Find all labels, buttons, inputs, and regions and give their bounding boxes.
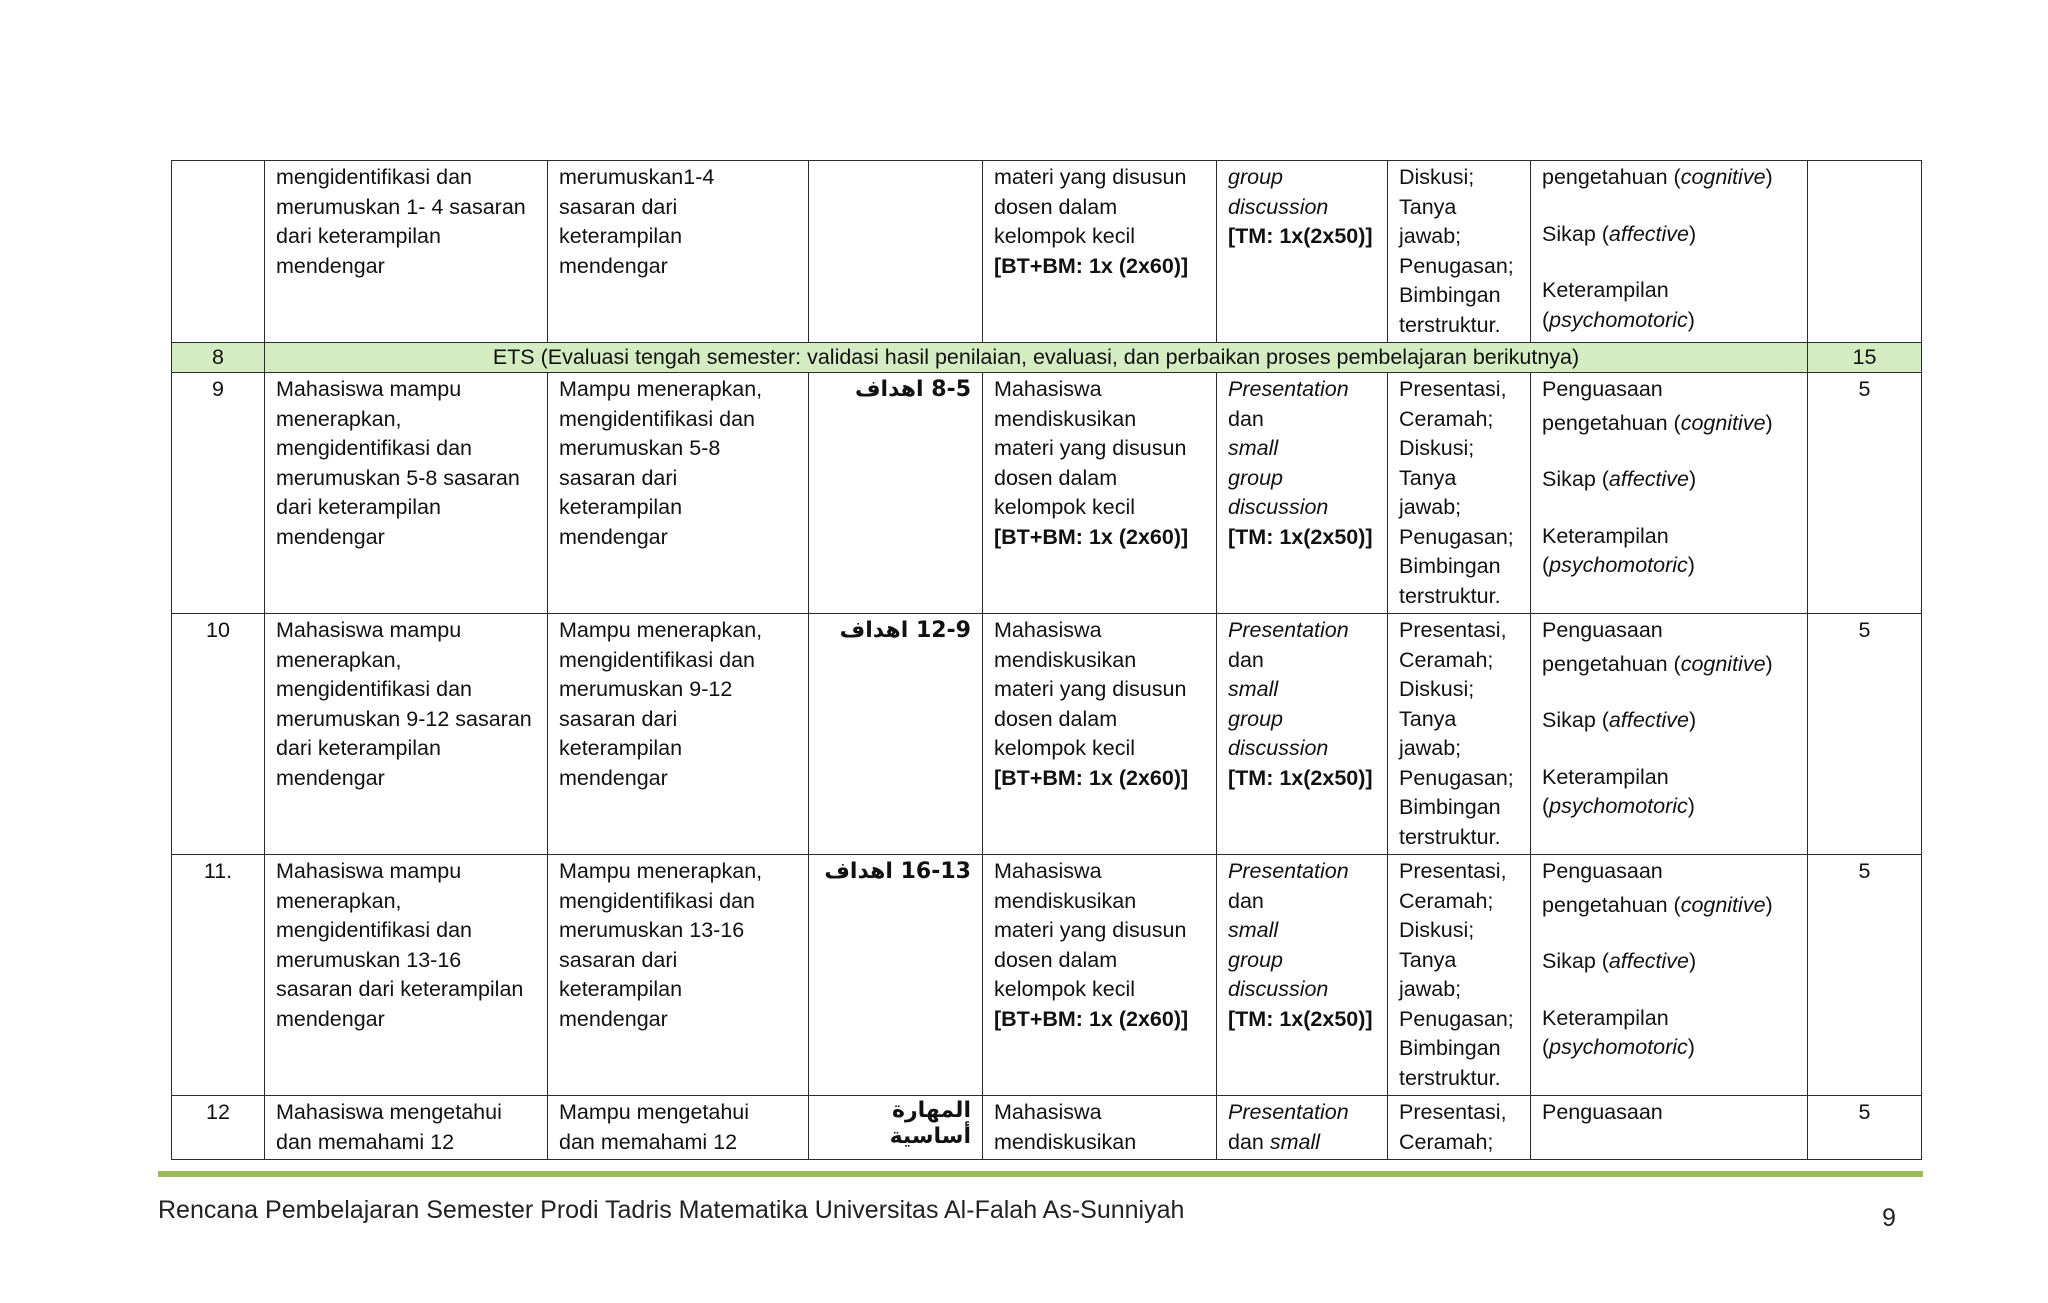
cell-line: group: [1228, 947, 1283, 972]
cell-line: Presentasi,: [1399, 859, 1507, 883]
cell-line: mendengar: [559, 1006, 668, 1031]
cell-line: merumuskan 1- 4 sasaran: [276, 194, 526, 219]
cell-line: mendiskusikan: [994, 888, 1137, 913]
kemampuan-cell: [265, 614, 548, 855]
cell-line: Diskusi;: [1399, 918, 1475, 942]
aktivitas-cell: [1388, 855, 1531, 1096]
cell-line: Bimbingan: [1399, 554, 1501, 578]
cell-line: mengidentifikasi dan: [276, 436, 473, 460]
bobot-cell: 15: [1808, 343, 1922, 373]
cell-line: terstruktur.: [1399, 583, 1501, 608]
cell-line: mendengar: [276, 253, 385, 278]
cell-line: merumuskan 9-12: [559, 677, 733, 701]
cell-line: dan small: [1228, 647, 1279, 701]
cell-line: mengidentifikasi dan: [559, 888, 756, 913]
cell-line: dosen dalam: [994, 706, 1118, 731]
footer-divider: [158, 1171, 1923, 1177]
cell-line: mengidentifikasi dan: [559, 406, 756, 431]
cell-line: terstruktur.: [1399, 1065, 1501, 1090]
cell-line: Tanya: [1399, 194, 1457, 219]
metode-cell: Presentation dan small: [1217, 1096, 1388, 1160]
cell-line: jawab;: [1399, 977, 1462, 1001]
cell-line: [TM: 1x(2x50)]: [1228, 524, 1373, 549]
penilaian-cell: Penguasaan pengetahuan (cognitive) Sikap (affective) Keterampilan (psychomotoric): [1531, 614, 1808, 855]
penilaian-cell: Penguasaan: [1531, 1096, 1808, 1160]
cell-line: merumuskan 13-16: [276, 947, 462, 972]
cell-line: Ceramah;: [1399, 406, 1494, 431]
cell-line: materi yang disusun: [994, 677, 1187, 701]
bobot-cell: 5: [1808, 614, 1922, 855]
cell-line: kelompok kecil: [994, 495, 1135, 519]
cell-line: kelompok kecil: [994, 224, 1135, 248]
cell-line: discussion: [1228, 495, 1329, 519]
cell-line: Tanya: [1399, 947, 1457, 972]
cell-line: Diskusi;: [1399, 165, 1475, 189]
cell-line: group: [1228, 165, 1283, 189]
penilaian-cell: Penguasaan pengetahuan (cognitive) Sikap (affective) Keterampilan (psychomotoric): [1531, 855, 1808, 1096]
cell-line: dari keterampilan: [276, 224, 441, 248]
cell-line: merumuskan 9-12 sasaran: [276, 706, 532, 731]
cell-line: menerapkan,: [276, 406, 402, 431]
cell-line: mendengar: [559, 524, 668, 549]
cell-line: Mahasiswa: [994, 377, 1102, 401]
bahan-cell: [809, 161, 983, 343]
bobot-cell: 5: [1808, 1096, 1922, 1160]
cell-line: dan small: [1228, 888, 1279, 942]
cell-line: merumuskan 5-8: [559, 436, 721, 460]
aktivitas-cell: [1388, 161, 1531, 343]
cell-line: dan memahami 12: [559, 1129, 738, 1154]
cell-line: dosen dalam: [994, 194, 1118, 219]
cell-line: discussion: [1228, 736, 1329, 760]
cell-line: sasaran dari keterampilan: [276, 977, 524, 1001]
cell-line: Presentasi,: [1399, 1100, 1507, 1124]
metode-cell: [1217, 373, 1388, 614]
cell-line: Presentation: [1228, 618, 1349, 642]
cell-line: [BT+BM: 1x (2x60)]: [994, 524, 1189, 549]
cell-line: Mampu menerapkan,: [559, 377, 763, 401]
cell-line: mendengar: [559, 765, 668, 790]
cell-line: dan small: [1228, 406, 1279, 460]
cell-line: Diskusi;: [1399, 436, 1475, 460]
cell-line: [BT+BM: 1x (2x60)]: [994, 1006, 1189, 1031]
pembelajaran-cell: [983, 373, 1217, 614]
table-row: [172, 161, 1922, 343]
table-row: [172, 373, 1922, 614]
kemampuan-cell: [265, 1096, 548, 1160]
rps-table: [171, 160, 1922, 1160]
bobot-cell: [1808, 161, 1922, 343]
cell-line: sasaran dari: [559, 194, 678, 219]
cell-line: sasaran dari: [559, 947, 678, 972]
cell-line: merumuskan1-4: [559, 165, 715, 189]
cell-line: kelompok kecil: [994, 977, 1135, 1001]
cell-line: kelompok kecil: [994, 736, 1135, 760]
aktivitas-cell: [1388, 614, 1531, 855]
cell-line: terstruktur.: [1399, 312, 1501, 337]
cell-line: Penugasan;: [1399, 765, 1514, 790]
cell-line: Mampu mengetahui: [559, 1100, 750, 1124]
cell-line: Mahasiswa mengetahui: [276, 1100, 502, 1124]
cell-line: mengidentifikasi dan: [559, 647, 756, 672]
cell-line: Mampu menerapkan,: [559, 859, 763, 883]
pembelajaran-cell: [983, 1096, 1217, 1160]
metode-cell: [1217, 855, 1388, 1096]
week-cell: [172, 161, 265, 343]
cell-line: dari keterampilan: [276, 736, 441, 760]
cell-line: Presentasi,: [1399, 618, 1507, 642]
indikator-cell: [548, 373, 809, 614]
ets-description: ETS (Evaluasi tengah semester: validasi hasil penilaian, evaluasi, dan perbaikan proses pembelajaran berikutnya): [265, 343, 1808, 373]
cell-line: keterampilan: [559, 495, 683, 519]
cell-line: terstruktur.: [1399, 824, 1501, 849]
cell-line: dan memahami 12: [276, 1129, 455, 1154]
cell-line: mendiskusikan: [994, 1129, 1137, 1154]
cell-line: group: [1228, 706, 1283, 731]
cell-line: mendengar: [559, 253, 668, 278]
cell-line: mendengar: [276, 1006, 385, 1031]
metode-cell: [1217, 161, 1388, 343]
bobot-cell: 5: [1808, 855, 1922, 1096]
cell-line: Diskusi;: [1399, 677, 1475, 701]
cell-line: menerapkan,: [276, 888, 402, 913]
cell-line: Mahasiswa mampu: [276, 859, 462, 883]
cell-line: discussion: [1228, 977, 1329, 1001]
footer-title: Rencana Pembelajaran Semester Prodi Tadris Matematika Universitas Al-Falah As-Sunniyah: [158, 1196, 1185, 1224]
cell-line: merumuskan 13-16: [559, 918, 745, 942]
pembelajaran-cell: [983, 161, 1217, 343]
cell-line: materi yang disusun: [994, 436, 1187, 460]
week-cell: 8: [172, 343, 265, 373]
indikator-cell: [548, 855, 809, 1096]
cell-line: jawab;: [1399, 224, 1462, 248]
indikator-cell: [548, 614, 809, 855]
cell-line: المهارة: [892, 1098, 971, 1123]
week-cell: 12: [172, 1096, 265, 1160]
kemampuan-cell: [265, 161, 548, 343]
cell-line: mendiskusikan: [994, 406, 1137, 431]
cell-line: merumuskan 5-8 sasaran: [276, 465, 520, 490]
ets-row: [172, 343, 1922, 373]
cell-line: Mahasiswa: [994, 618, 1102, 642]
penilaian-cell: Penguasaan pengetahuan (cognitive) Sikap (affective) Keterampilan (psychomotoric): [1531, 373, 1808, 614]
cell-line: keterampilan: [559, 224, 683, 248]
week-cell: 11.: [172, 855, 265, 1096]
kemampuan-cell: [265, 855, 548, 1096]
cell-line: [TM: 1x(2x50)]: [1228, 1006, 1373, 1031]
week-cell: 10: [172, 614, 265, 855]
cell-line: أساسية: [889, 1124, 971, 1149]
cell-line: Ceramah;: [1399, 1129, 1494, 1154]
cell-line: Tanya: [1399, 465, 1457, 490]
page-number: 9: [1882, 1204, 1896, 1232]
cell-line: dosen dalam: [994, 465, 1118, 490]
cell-line: Presentation: [1228, 377, 1349, 401]
cell-line: materi yang disusun: [994, 165, 1187, 189]
cell-line: Bimbingan: [1399, 283, 1501, 307]
cell-line: mendengar: [276, 765, 385, 790]
cell-line: group: [1228, 465, 1283, 490]
cell-line: Penugasan;: [1399, 524, 1514, 549]
cell-line: Mahasiswa mampu: [276, 618, 462, 642]
table-row: [172, 1096, 1922, 1160]
indikator-cell: [548, 1096, 809, 1160]
bahan-cell: [809, 1096, 983, 1160]
cell-line: Mahasiswa: [994, 1100, 1102, 1124]
cell-line: Tanya: [1399, 706, 1457, 731]
cell-line: Mampu menerapkan,: [559, 618, 763, 642]
cell-line: mengidentifikasi dan: [276, 918, 473, 942]
cell-line: materi yang disusun: [994, 918, 1187, 942]
penilaian-cell: pengetahuan (cognitive) Sikap (affective) Keterampilan (psychomotoric): [1531, 161, 1808, 343]
cell-line: [BT+BM: 1x (2x60)]: [994, 765, 1189, 790]
cell-line: mendiskusikan: [994, 647, 1137, 672]
cell-line: [BT+BM: 1x (2x60)]: [994, 253, 1189, 278]
week-cell: 9: [172, 373, 265, 614]
metode-cell: [1217, 614, 1388, 855]
cell-line: sasaran dari: [559, 706, 678, 731]
cell-line: Ceramah;: [1399, 647, 1494, 672]
cell-line: Penugasan;: [1399, 1006, 1514, 1031]
bahan-cell: 16-13 اهداف: [809, 855, 983, 1096]
table-row: [172, 855, 1922, 1096]
pembelajaran-cell: [983, 614, 1217, 855]
bahan-cell: 8-5 اهداف: [809, 373, 983, 614]
bobot-cell: 5: [1808, 373, 1922, 614]
table-row: [172, 614, 1922, 855]
kemampuan-cell: [265, 373, 548, 614]
cell-line: mendengar: [276, 524, 385, 549]
cell-line: dosen dalam: [994, 947, 1118, 972]
aktivitas-cell: [1388, 1096, 1531, 1160]
cell-line: [TM: 1x(2x50)]: [1228, 765, 1373, 790]
cell-line: mengidentifikasi dan: [276, 165, 473, 189]
cell-line: discussion: [1228, 194, 1329, 219]
cell-line: Mahasiswa mampu: [276, 377, 462, 401]
cell-line: keterampilan: [559, 977, 683, 1001]
cell-line: Bimbingan: [1399, 1036, 1501, 1060]
pembelajaran-cell: [983, 855, 1217, 1096]
cell-line: jawab;: [1399, 495, 1462, 519]
cell-line: menerapkan,: [276, 647, 402, 672]
cell-line: Presentation: [1228, 859, 1349, 883]
cell-line: Mahasiswa: [994, 859, 1102, 883]
aktivitas-cell: [1388, 373, 1531, 614]
cell-line: keterampilan: [559, 736, 683, 760]
cell-line: Presentasi,: [1399, 377, 1507, 401]
bahan-cell: 12-9 اهداف: [809, 614, 983, 855]
cell-line: Ceramah;: [1399, 888, 1494, 913]
cell-line: sasaran dari: [559, 465, 678, 490]
cell-line: [TM: 1x(2x50)]: [1228, 224, 1373, 248]
cell-line: Penugasan;: [1399, 253, 1514, 278]
cell-line: jawab;: [1399, 736, 1462, 760]
cell-line: mengidentifikasi dan: [276, 677, 473, 701]
cell-line: Bimbingan: [1399, 795, 1501, 819]
indikator-cell: [548, 161, 809, 343]
cell-line: dari keterampilan: [276, 495, 441, 519]
